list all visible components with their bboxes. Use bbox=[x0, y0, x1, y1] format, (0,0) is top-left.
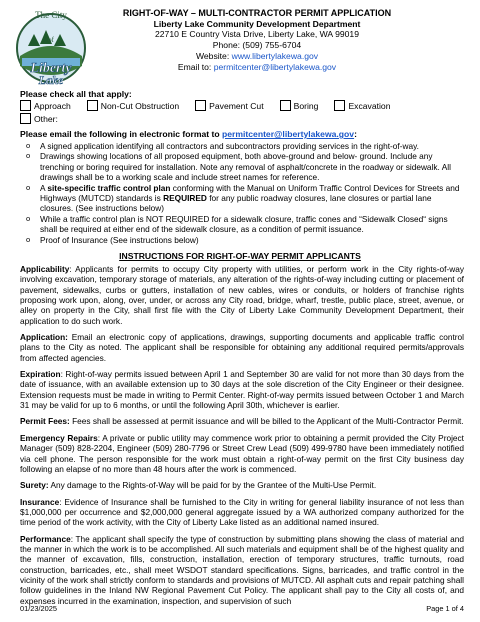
instructions-body bbox=[20, 264, 464, 612]
website-line: Website: www.libertylakewa.gov bbox=[195, 50, 319, 61]
other-row: Other: bbox=[20, 113, 74, 124]
list-item: o Proof of Insurance (See instructions below) bbox=[26, 235, 466, 245]
form-title: RIGHT-OF-WAY – MULTI-CONTRACTOR PERMIT APPLICATION bbox=[122, 8, 392, 18]
check-instructions: Please check all that apply: bbox=[20, 89, 132, 99]
svg-text:Lake: Lake bbox=[38, 73, 64, 86]
pavement-cut-checkbox[interactable] bbox=[195, 100, 206, 111]
list-item: o A site-specific traffic control plan conforming with the Manual on Uniform Traffic Control Devices for Streets and Highways (MUTCD) standards is REQUIRED for any public roadway closures, lane closures or partial lane closures. (See instructions below) bbox=[26, 183, 466, 214]
website-link[interactable]: www.libertylakewa.gov bbox=[231, 50, 319, 61]
list-item: o While a traffic control plan is NOT REQUIRED for a sidewalk closure, traffic cones and “Sidewalk Closed“ signs shall be required at either end of the sidewalk closure, as a condition of permit issuance. bbox=[26, 214, 466, 235]
document-header bbox=[92, 8, 422, 72]
instructions-title: INSTRUCTIONS FOR RIGHT-OF-WAY PERMIT APPLICANTS bbox=[119, 251, 361, 261]
email-line-header: Email to: permitcenter@libertylakewa.gov bbox=[177, 61, 337, 72]
footer-date: 01/23/2025 bbox=[20, 604, 57, 613]
address: 22710 E Country Vista Drive, Liberty Lake, WA 99019 bbox=[155, 29, 359, 40]
footer-page-number: Page 1 of 4 bbox=[426, 604, 464, 613]
approach-checkbox[interactable] bbox=[20, 100, 31, 111]
logo-top-text: The City bbox=[35, 10, 67, 20]
section-expiration: Expiration: Right-of-way permits issued between April 1 and September 30 are valid for not more than 30 days from the date of issuance, with an available extension up to 30 days at the sole discretion of the City Engineer or their designee. Extension requests must be made in writing to Permit Center. Right-of-way permits issued between October 1 and March 31 may be valid for up to 6 months, or until the following April 30th, whichever is earlier. bbox=[20, 369, 464, 411]
svg-text:Liberty: Liberty bbox=[30, 61, 72, 76]
section-application: Application: Email an electronic copy of applications, drawings, supporting documents and applicable traffic control plans to the City as noted. The applicant shall be responsible for obtaining any additional required permits/approvals from affected agencies. bbox=[20, 332, 464, 363]
section-performance: Performance: The applicant shall specify the type of construction by submitting plans showing the class of material and the manner in which the work is to be accomplished. All such materials and equipment shall be of the highest quality and the manner of excavation, fills, construction, installation, erection of temporary structures, traffic turnouts, road construction, barricades, etc., shall meet WSDOT standard specifications. Signs, barricades, and traffic control in the vicinity of the work shall strictly conform to standards and provisions of MUTCD. All asphalt cuts and repair patching shall follow guidelines in the Inland NW Regional Pavement Cut Policy. The applicant shall pay to the City all costs of, and expenses incurred in the examination, inspection, and supervision of such bbox=[20, 533, 464, 606]
section-surety: Surety: Any damage to the Rights-of-Way will be paid for by the Grantee of the Multi-Use Permit. bbox=[20, 480, 377, 491]
email-instructions: Please email the following in electronic format to permitcenter@libertylakewa.gov: bbox=[20, 129, 357, 139]
city-logo bbox=[14, 6, 88, 86]
excavation-checkbox[interactable] bbox=[334, 100, 345, 111]
other-checkbox[interactable] bbox=[20, 113, 31, 124]
email-link[interactable]: permitcenter@libertylakewa.gov bbox=[213, 61, 337, 72]
boring-checkbox[interactable] bbox=[280, 100, 291, 111]
requirements-list bbox=[26, 141, 466, 245]
submission-email-link[interactable]: permitcenter@libertylakewa.gov bbox=[222, 129, 355, 139]
phone: Phone: (509) 755-6704 bbox=[212, 40, 302, 51]
list-item: o Drawings showing locations of all proposed equipment, both above-ground and below- ground. Include any trenching or boring required for installation. Note any removal of asphalt/concrete in the roadway or sidewalk. All drawings shall be to a working scale and include street names for reference. bbox=[26, 151, 466, 182]
section-permit-fees: Permit Fees: Fees shall be assessed at permit issuance and will be billed to the Applicant of the Multi-Contractor Permit. bbox=[20, 416, 464, 427]
department-name: Liberty Lake Community Development Department bbox=[153, 18, 361, 29]
svg-text:of: of bbox=[48, 36, 54, 44]
section-applicability: Applicability: Applicants for permits to occupy City property with utilities, or perform work in the City rights-of-way involving excavation, temporary storage of materials, any alteration of the rights-of-way including cutting or placement of pavement, sidewalks, curbs or gutters, installation of new cables, wires or conduits, or holders of franchise rights proposing work upon, along, over, under, or across any City road, bridge, wharf, trestle, public place, street, avenue, or alley on property in the City, shall first file with the City of Liberty Lake Community Development Department, their application to do such work. bbox=[20, 264, 464, 326]
non-cut-obstruction-checkbox[interactable] bbox=[87, 100, 98, 111]
permit-type-checkboxes: Approach Non-Cut Obstruction Pavement Cut Boring Excavation bbox=[20, 100, 407, 111]
section-emergency-repairs: Emergency Repairs: A private or public utility may commence work prior to obtaining a permit provided the City Project Manager (509) 828-2204, Engineer (509) 280-7796 or Street Crew Lead (509) 499-9780 have been immediately notified via cell phone. The person responsible for the work must obtain a right-of-way permit on the first City business day following an elapse of no more than 48 hours after the work is commenced. bbox=[20, 432, 464, 474]
section-insurance: Insurance: Evidence of Insurance shall be furnished to the City in writing for general liability insurance of not less than $1,000,000 per occurrence and $2,000,000 general aggregate issued by a WA authorized company authorized for the time period of the work activity, with the City of Liberty Lake listed as an additional named insured. bbox=[20, 496, 464, 528]
list-item: o A signed application identifying all contractors and subcontractors providing services in the right-of-way. bbox=[26, 141, 466, 151]
